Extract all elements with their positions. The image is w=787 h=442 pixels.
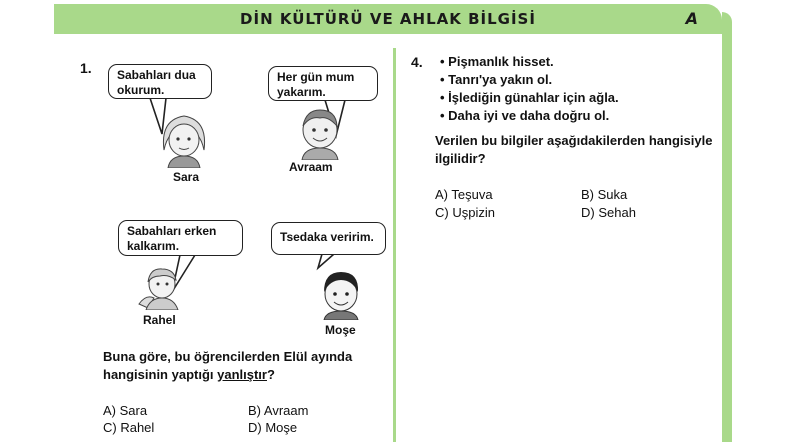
q1-option-d[interactable]: D) Moşe (248, 420, 298, 435)
q4-bullet-1: • Pişmanlık hisset. (440, 54, 554, 69)
booklet-letter: A (685, 9, 698, 28)
rahel-girl-illustration (134, 264, 184, 310)
sara-girl-illustration (156, 110, 212, 168)
sara-name: Sara (173, 170, 200, 184)
question-4-stem (435, 132, 712, 168)
q4-option-a[interactable]: A) Teşuva (435, 187, 493, 202)
question-1-stem (103, 348, 352, 384)
subject-title: DİN KÜLTÜRÜ VE AHLAK BİLGİSİ (240, 10, 536, 28)
avraam-name: Avraam (289, 160, 333, 174)
question-4-number: 4. (411, 54, 423, 70)
rahel-name: Rahel (143, 313, 176, 327)
avraam-speech-bubble (268, 66, 378, 101)
avraam-speech-line-1: Her gün mum (277, 70, 355, 84)
rahel-speech-line-2: kalkarım. (127, 239, 180, 253)
q1-option-b[interactable]: B) Avraam (248, 403, 309, 418)
mose-name: Moşe (325, 323, 356, 337)
sara-speech-bubble (108, 64, 212, 99)
question-1-stem-line-2 (103, 366, 352, 384)
stem-question-mark: ? (266, 367, 275, 382)
rahel-speech-bubble (118, 220, 243, 256)
question-4-stem-line-1: Verilen bu bilgiler aşağıdakilerden hangisiyle (435, 133, 713, 148)
q4-bullet-2-text: Tanrı'ya yakın ol. (448, 72, 553, 87)
avraam-boy-illustration (294, 104, 346, 160)
mose-speech-bubble (271, 222, 386, 255)
q4-bullet-1-text: Pişmanlık hisset. (448, 54, 554, 69)
question-4-stem-line-2: ilgilidir? (435, 151, 486, 166)
stem-text: hangisinin yaptığı (103, 367, 218, 382)
q1-option-c[interactable]: C) Rahel (103, 420, 155, 435)
q4-option-c[interactable]: C) Uşpizin (435, 205, 495, 220)
question-1-stem-line-1: Buna göre, bu öğrencilerden Elül ayında (103, 349, 353, 364)
stem-emphasis: yanlıştır (217, 367, 267, 382)
rahel-speech-line-1: Sabahları erken (127, 224, 217, 238)
sara-speech-line-1: Sabahları dua (117, 68, 196, 82)
avraam-speech-line-2: yakarım. (277, 85, 326, 99)
q4-bullet-4: • Daha iyi ve daha doğru ol. (440, 108, 610, 123)
q4-option-d[interactable]: D) Sehah (581, 205, 636, 220)
q4-bullet-2: • Tanrı'ya yakın ol. (440, 72, 553, 87)
sara-speech-line-2: okurum. (117, 83, 165, 97)
q4-bullet-3-text: İşlediğin günahlar için ağla. (448, 90, 619, 105)
q4-bullet-3: • İşlediğin günahlar için ağla. (440, 90, 619, 105)
q4-option-b[interactable]: B) Suka (581, 187, 628, 202)
q4-bullet-4-text: Daha iyi ve daha doğru ol. (448, 108, 610, 123)
q1-option-a[interactable]: A) Sara (103, 403, 148, 418)
question-1-number: 1. (80, 60, 92, 76)
mose-boy-illustration (316, 268, 366, 320)
mose-speech-line-1: Tsedaka veririm. (280, 230, 374, 244)
